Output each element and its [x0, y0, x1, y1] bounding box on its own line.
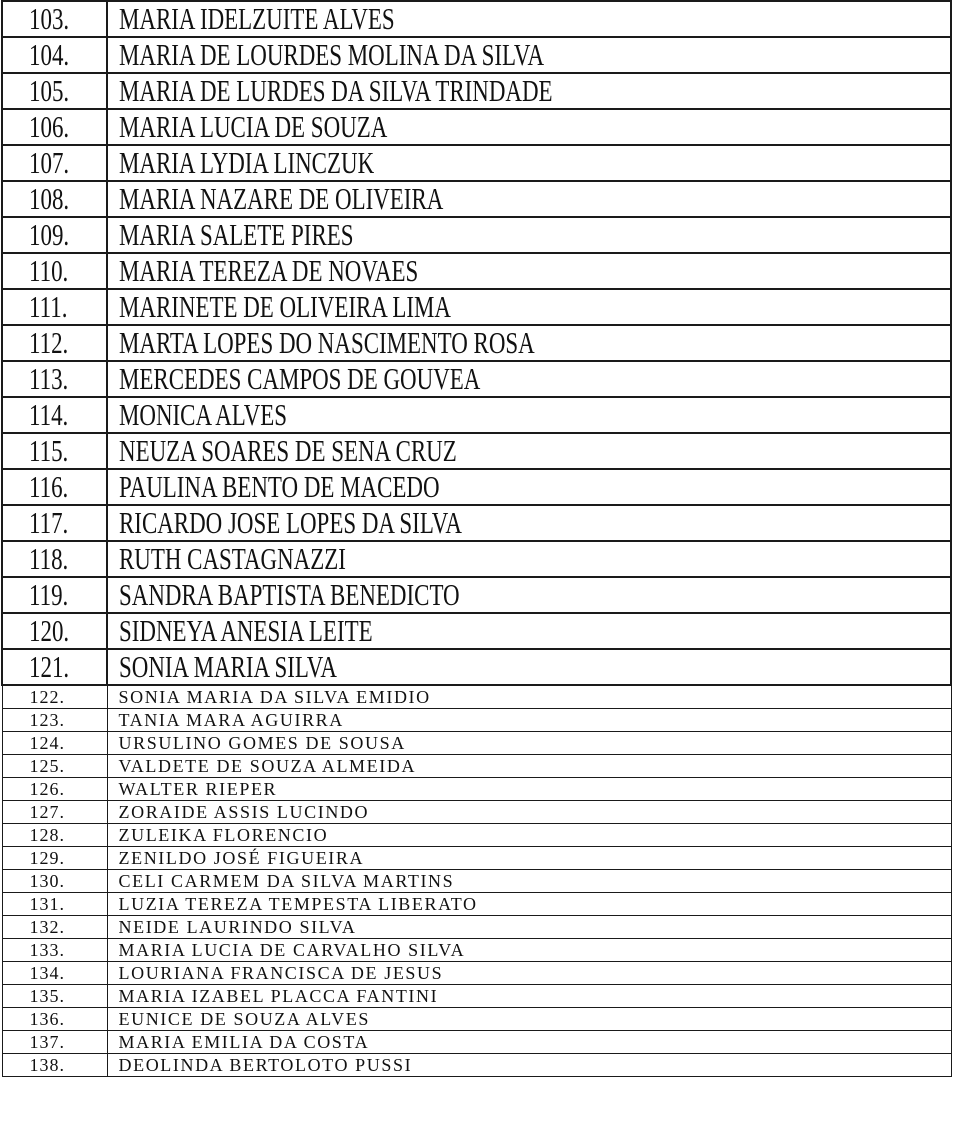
table-row	[2, 870, 951, 893]
row-name: MARTA LOPES DO NASCIMENTO ROSA	[107, 325, 951, 361]
table-row	[2, 325, 951, 361]
row-number: 116.	[2, 469, 107, 505]
row-name: EUNICE DE SOUZA ALVES	[107, 1008, 951, 1031]
row-number: 129.	[2, 847, 107, 870]
row-number: 135.	[2, 985, 107, 1008]
table-row	[2, 1, 951, 37]
table-row	[2, 847, 951, 870]
row-name: MARIA TEREZA DE NOVAES	[107, 253, 951, 289]
table-row	[2, 709, 951, 732]
row-name: MARIA DE LOURDES MOLINA DA SILVA	[107, 37, 951, 73]
row-number: 113.	[2, 361, 107, 397]
row-name: CELI CARMEM DA SILVA MARTINS	[107, 870, 951, 893]
table-row	[2, 289, 951, 325]
row-name: WALTER RIEPER	[107, 778, 951, 801]
row-name: TANIA MARA AGUIRRA	[107, 709, 951, 732]
table-row	[2, 649, 951, 685]
row-name: MARIA LYDIA LINCZUK	[107, 145, 951, 181]
table-row	[2, 433, 951, 469]
row-name: ZULEIKA FLORENCIO	[107, 824, 951, 847]
row-name: MARIA IDELZUITE ALVES	[107, 1, 951, 37]
row-number: 125.	[2, 755, 107, 778]
row-name: MARIA SALETE PIRES	[107, 217, 951, 253]
row-number: 103.	[2, 1, 107, 37]
row-name: SONIA MARIA DA SILVA EMIDIO	[107, 685, 951, 709]
row-number: 126.	[2, 778, 107, 801]
row-number: 106.	[2, 109, 107, 145]
table-row	[2, 253, 951, 289]
table-row	[2, 732, 951, 755]
row-number: 114.	[2, 397, 107, 433]
row-number: 132.	[2, 916, 107, 939]
row-number: 134.	[2, 962, 107, 985]
row-number: 112.	[2, 325, 107, 361]
row-name: URSULINO GOMES DE SOUSA	[107, 732, 951, 755]
row-number: 131.	[2, 893, 107, 916]
row-number: 121.	[2, 649, 107, 685]
table-row	[2, 1008, 951, 1031]
row-number: 136.	[2, 1008, 107, 1031]
row-number: 109.	[2, 217, 107, 253]
table-row	[2, 109, 951, 145]
row-name: MARIA EMILIA DA COSTA	[107, 1031, 951, 1054]
row-number: 104.	[2, 37, 107, 73]
row-name: DEOLINDA BERTOLOTO PUSSI	[107, 1054, 951, 1077]
row-number: 118.	[2, 541, 107, 577]
table-row	[2, 469, 951, 505]
name-list-body	[2, 1, 951, 1077]
name-list-table	[1, 0, 952, 1077]
row-number: 122.	[2, 685, 107, 709]
row-number: 128.	[2, 824, 107, 847]
row-name: NEUZA SOARES DE SENA CRUZ	[107, 433, 951, 469]
table-row	[2, 541, 951, 577]
table-row	[2, 577, 951, 613]
row-number: 133.	[2, 939, 107, 962]
row-name: MARIA DE LURDES DA SILVA TRINDADE	[107, 73, 951, 109]
row-number: 138.	[2, 1054, 107, 1077]
table-row	[2, 985, 951, 1008]
row-name: ZENILDO JOSÉ FIGUEIRA	[107, 847, 951, 870]
table-row	[2, 893, 951, 916]
row-name: MARINETE DE OLIVEIRA LIMA	[107, 289, 951, 325]
row-number: 107.	[2, 145, 107, 181]
row-number: 111.	[2, 289, 107, 325]
table-row	[2, 217, 951, 253]
table-row	[2, 939, 951, 962]
row-number: 110.	[2, 253, 107, 289]
row-name: MARIA IZABEL PLACCA FANTINI	[107, 985, 951, 1008]
row-name: VALDETE DE SOUZA ALMEIDA	[107, 755, 951, 778]
table-row	[2, 73, 951, 109]
table-row	[2, 613, 951, 649]
row-number: 117.	[2, 505, 107, 541]
row-number: 123.	[2, 709, 107, 732]
table-row	[2, 505, 951, 541]
row-number: 130.	[2, 870, 107, 893]
table-row	[2, 778, 951, 801]
row-number: 119.	[2, 577, 107, 613]
row-name: RUTH CASTAGNAZZI	[107, 541, 951, 577]
row-name: NEIDE LAURINDO SILVA	[107, 916, 951, 939]
row-number: 127.	[2, 801, 107, 824]
row-name: MERCEDES CAMPOS DE GOUVEA	[107, 361, 951, 397]
row-name: SIDNEYA ANESIA LEITE	[107, 613, 951, 649]
table-row	[2, 1054, 951, 1077]
row-number: 105.	[2, 73, 107, 109]
row-number: 124.	[2, 732, 107, 755]
table-row	[2, 755, 951, 778]
row-name: RICARDO JOSE LOPES DA SILVA	[107, 505, 951, 541]
table-row	[2, 801, 951, 824]
row-name: MARIA NAZARE DE OLIVEIRA	[107, 181, 951, 217]
table-row	[2, 916, 951, 939]
row-number: 108.	[2, 181, 107, 217]
table-row	[2, 397, 951, 433]
table-row	[2, 1031, 951, 1054]
row-name: MONICA ALVES	[107, 397, 951, 433]
row-number: 120.	[2, 613, 107, 649]
row-number: 115.	[2, 433, 107, 469]
row-name: MARIA LUCIA DE SOUZA	[107, 109, 951, 145]
table-row	[2, 824, 951, 847]
table-row	[2, 361, 951, 397]
row-name: LOURIANA FRANCISCA DE JESUS	[107, 962, 951, 985]
row-number: 137.	[2, 1031, 107, 1054]
row-name: MARIA LUCIA DE CARVALHO SILVA	[107, 939, 951, 962]
row-name: LUZIA TEREZA TEMPESTA LIBERATO	[107, 893, 951, 916]
row-name: PAULINA BENTO DE MACEDO	[107, 469, 951, 505]
row-name: ZORAIDE ASSIS LUCINDO	[107, 801, 951, 824]
row-name: SANDRA BAPTISTA BENEDICTO	[107, 577, 951, 613]
table-row	[2, 37, 951, 73]
table-row	[2, 685, 951, 709]
table-row	[2, 962, 951, 985]
table-row	[2, 145, 951, 181]
row-name: SONIA MARIA SILVA	[107, 649, 951, 685]
table-row	[2, 181, 951, 217]
